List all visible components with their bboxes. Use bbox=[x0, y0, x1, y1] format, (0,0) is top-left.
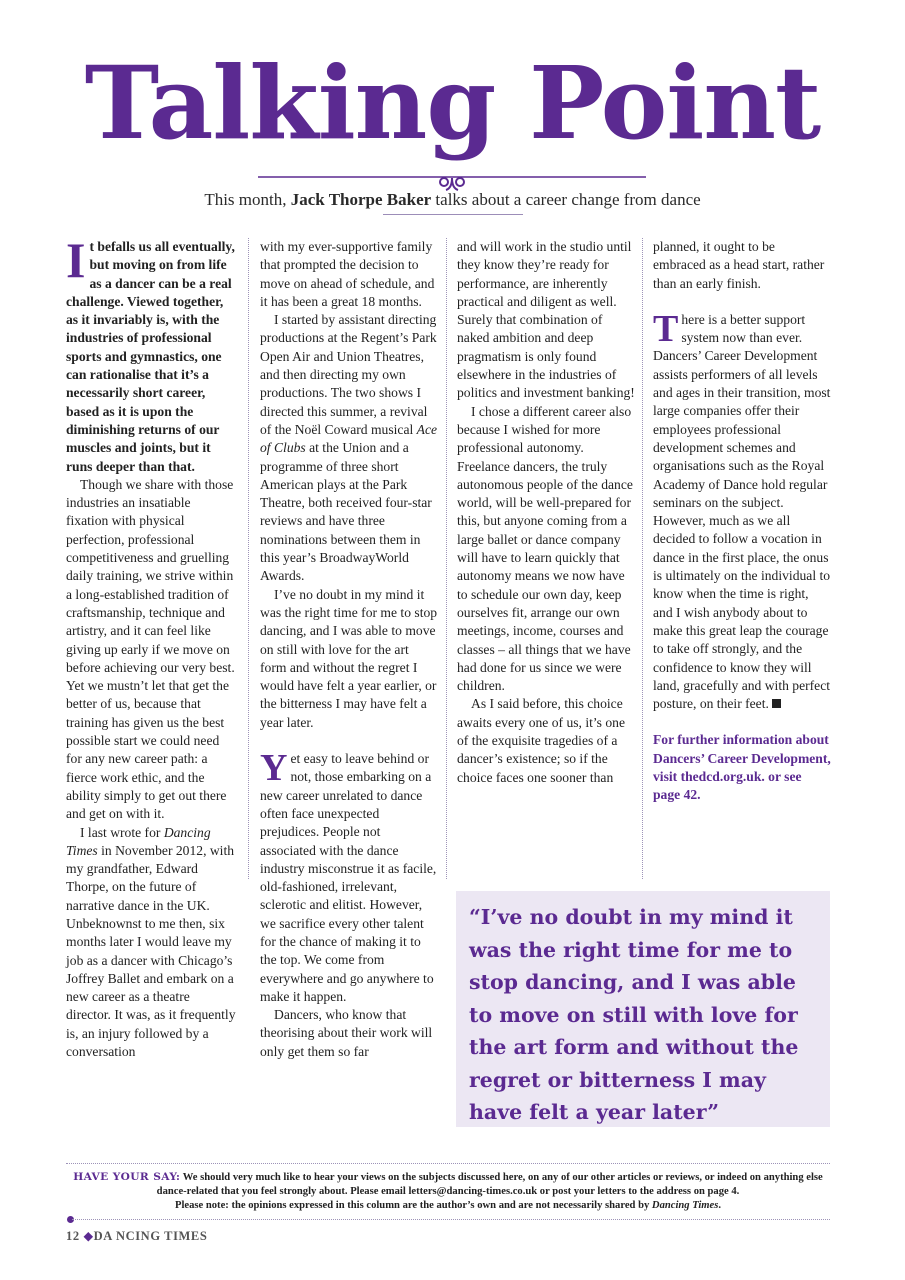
drop-cap: I bbox=[66, 232, 86, 288]
paragraph: Though we share with those industries an insatiable fixation with physical perfection, professional competitiveness and gruelling daily training, we strive within a long-established tradition of craftsmanship, technique and artistry, and it can feel like giving up early if we move on before achieving our very best. Yet we mustn’t let that get the better of us, because that training has given us the best possible start we could need for any new career path: a fierce work ethic, and the ability simply to get out there and get on with it. bbox=[66, 476, 235, 822]
paragraph: I started by assistant directing productions at the Regent’s Park Open Air and Union Theatres, and then directing my own productions. The two shows I directed this summer, a revival of the Noël Coward musical Ace of Clubs at the Union and a programme of three short American plays at the Park Theatre, both received four-star reviews and have three nominations between them in this year’s BroadwayWorld Awards. bbox=[260, 312, 438, 584]
author-name: Jack Thorpe Baker bbox=[290, 190, 432, 209]
lead-paragraph: It befalls us all eventually, but moving on from life as a dancer can be a real challenge. Viewed together, as it invariably is, with the industries of professional sports and gymnastics, one can rationalise that it’s a necessarily short career, based as it is upon the diminishing returns of our muscles and joints, but it runs deeper than that. bbox=[66, 232, 235, 474]
have-your-say-label: HAVE YOUR SAY: bbox=[73, 1171, 181, 1183]
subtitle-rule bbox=[383, 214, 523, 215]
column-divider bbox=[446, 238, 447, 879]
footer-rule bbox=[72, 1219, 830, 1220]
paragraph: I’ve no doubt in my mind it was the right time for me to stop dancing, and I was able to move on still with love for the art form and without the regret I would have felt a year earlier, or the bitterness I may have felt a year later. bbox=[260, 586, 438, 730]
column-divider bbox=[248, 238, 249, 879]
article-column-3 bbox=[457, 238, 635, 787]
paragraph: and will work in the studio until they know they’re ready for performance, are inherently practical and diligent as well. Surely that combination of naked ambition and deep pragmatism is only found elsewhere in the industries of politics and investment banking! bbox=[457, 239, 635, 401]
paragraph: planned, it ought to be embraced as a head start, rather than an early finish. bbox=[653, 239, 825, 291]
paragraph: Dancers, who know that theorising about their work will only get them so far bbox=[260, 1007, 433, 1059]
drop-cap: T bbox=[653, 307, 679, 350]
page-number: 12 bbox=[66, 1229, 80, 1243]
further-info: For further information about Dancers’ Career Development, visit thedcd.org.uk. or see page 42. bbox=[653, 732, 831, 803]
drop-cap: Y bbox=[260, 747, 288, 790]
paragraph: Yet easy to leave behind or not, those embarking on a new career unrelated to dance often face unexpected prejudices. People not associated with the dance industry misconstrue it as facile, old-fashioned, irrelevant, sclerotic and elitist. However, we sacrifice every other talent for the chance of making it to the top. We come from everywhere and go anywhere to make it happen. bbox=[260, 747, 437, 1004]
have-your-say: HAVE YOUR SAY: We should very much like to hear your views on the subjects discussed here, on any of our other articles or reviews, or indeed on anything else dance-related that you feel strongly about. Please email letters@dancing-times.co.uk or post your letters to the address on page 4. Please note: the opinions expressed in this column are the author’s own and are not necessarily shared by Dancing Times. bbox=[73, 1171, 823, 1212]
end-mark-icon bbox=[772, 699, 781, 708]
paragraph: with my ever-supportive family that prompted the decision to move on ahead of schedule, and it has been a great 18 months. bbox=[260, 239, 435, 309]
article-column-4 bbox=[653, 238, 831, 805]
page-footer: 12 ◆DA NCING TIMES bbox=[66, 1229, 208, 1243]
page-title: Talking Point bbox=[84, 44, 821, 162]
paragraph: I last wrote for Dancing Times in November 2012, with my grandfather, Edward Thorpe, on the future of narrative dance in the UK. Unbeknownst to me then, six months later I would leave my job as a dancer with Chicago’s Joffrey Ballet and embark on a new career as a theatre director. It was, as it frequently is, an injury followed by a conversation bbox=[66, 824, 236, 1060]
article-column-2 bbox=[260, 238, 438, 1061]
have-your-say-rule bbox=[66, 1163, 830, 1164]
diamond-icon: ◆ bbox=[83, 1229, 94, 1243]
paragraph: As I said before, this choice awaits every one of us, it’s one of the exquisite tragedies of a dancer’s existence; so if the choice faces one sooner than bbox=[457, 696, 625, 785]
pull-quote: “I’ve no doubt in my mind it was the right time for me to stop dancing, and I was able to move on still with love for the art form and without the regret or bitterness I may have felt a year later” bbox=[456, 891, 830, 1127]
article-column-1 bbox=[66, 232, 236, 1061]
subtitle: This month, Jack Thorpe Baker talks about a career change from dance bbox=[204, 190, 701, 209]
paragraph: I chose a different career also because I wished for more professional autonomy. Freelance dancers, the truly autonomous people of the dance world, will be well-prepared for this, but anyone coming from a large ballet or dance company will have to learn quickly that autonomy means we now have to schedule our own day, keep ourselves fit, arrange our own meetings, income, courses and classes – all things that we have had done for us since we were children. bbox=[457, 403, 633, 694]
paragraph: There is a better support system now than ever. Dancers’ Career Development assists performers of all levels and ages in their transition, most large companies offer their employees professional development schemes and organisations such as the Royal Academy of Dance hold regular seminars on the subject. However, much as we all decided to follow a vocation in dance in the first place, the onus is ultimately on the individual to know when the time is right, and I wish anybody about to make this great leap the courage to take off strongly, and the confidence to know they will land, gracefully and with perfect posture, on their feet. bbox=[653, 307, 831, 712]
column-divider bbox=[642, 238, 643, 879]
